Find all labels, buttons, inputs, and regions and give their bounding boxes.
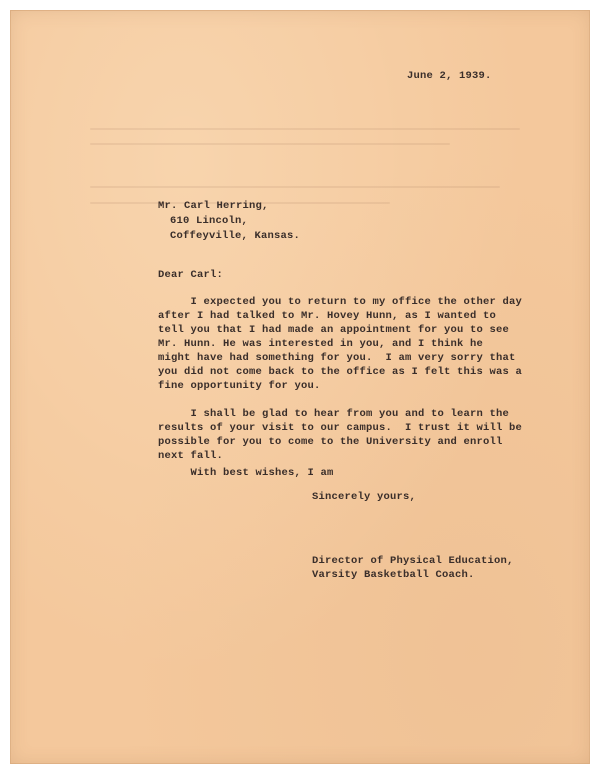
body-paragraph-line: fine opportunity for you.: [158, 380, 321, 392]
show-through-mark: [90, 186, 500, 188]
signature-title-line-2: Varsity Basketball Coach.: [312, 569, 475, 581]
closing: Sincerely yours,: [312, 491, 417, 503]
body-paragraph-line: I shall be glad to hear from you and to learn the: [158, 408, 510, 420]
body-paragraph-line: next fall.: [158, 450, 224, 462]
signature-title-line-1: Director of Physical Education,: [312, 555, 514, 567]
body-paragraph-line: I expected you to return to my office the other day: [158, 296, 523, 308]
body-paragraph-line: tell you that I had made an appointment for you to see: [158, 324, 510, 336]
body-paragraph-line: might have had something for you. I am very sorry that: [158, 352, 516, 364]
body-paragraph-line: possible for you to come to the University and enroll: [158, 436, 503, 448]
body-paragraph-line: after I had talked to Mr. Hovey Hunn, as I wanted to: [158, 310, 497, 322]
recipient-street: 610 Lincoln,: [170, 215, 249, 227]
body-paragraph-line: With best wishes, I am: [158, 467, 334, 479]
body-paragraph-line: results of your visit to our campus. I trust it will be: [158, 422, 523, 434]
show-through-mark: [90, 128, 520, 130]
salutation: Dear Carl:: [158, 269, 224, 281]
letter-date: June 2, 1939.: [407, 70, 492, 82]
recipient-city: Coffeyville, Kansas.: [170, 230, 301, 242]
body-paragraph-line: Mr. Hunn. He was interested in you, and I think he: [158, 338, 484, 350]
recipient-name: Mr. Carl Herring,: [158, 200, 269, 212]
show-through-mark: [90, 143, 450, 145]
body-paragraph-line: you did not come back to the office as I felt this was a: [158, 366, 523, 378]
